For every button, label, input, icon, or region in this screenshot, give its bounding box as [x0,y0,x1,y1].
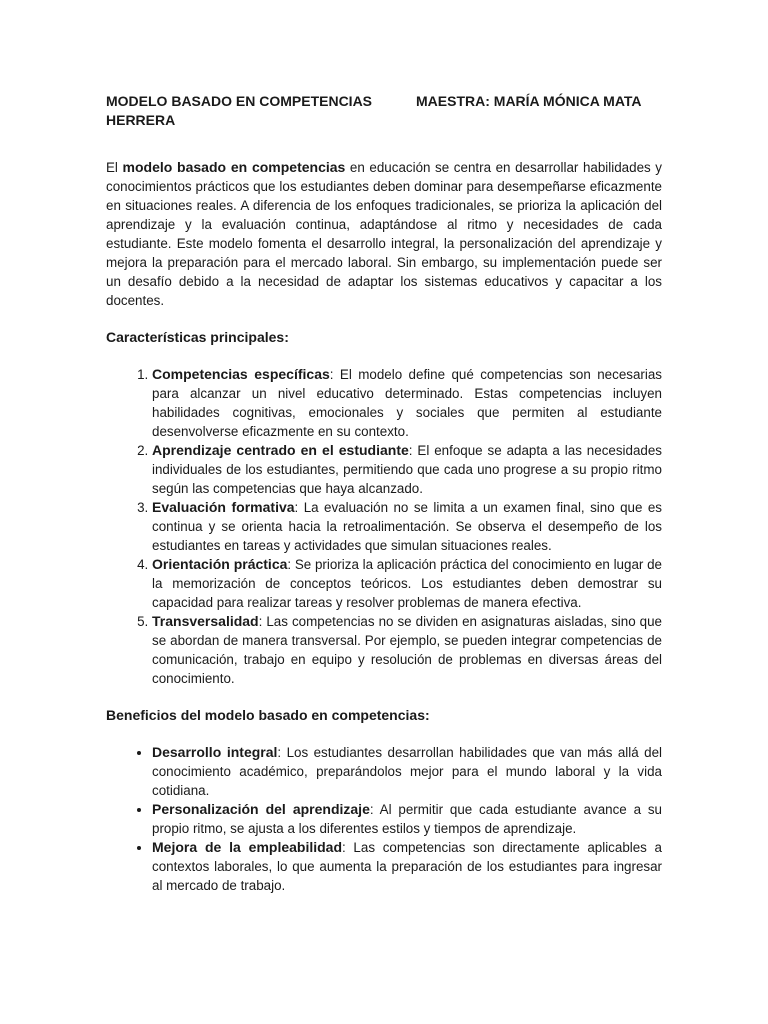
list-item [152,498,662,555]
list-item [152,800,662,838]
teacher-name: MAESTRA: MARÍA MÓNICA MATA [416,93,642,109]
intro-lead: El [106,160,123,175]
benefits-list [106,743,662,895]
list-item [152,365,662,441]
intro-term: modelo basado en competencias [122,159,346,175]
item-term: Mejora de la empleabilidad [152,839,343,855]
item-text: : Se prioriza la aplicación práctica del conocimiento en lugar de la memorización de conceptos teóricos. Los estudiantes deben demostrar su capacidad para realizar tareas y resolver problemas de manera efectiva. [152,557,662,610]
item-text: : Los estudiantes desarrollan habilidades que van más allá del conocimiento académico, preparándolos mejor para el mundo laboral y la vida cotidiana. [152,745,663,798]
item-term: Aprendizaje centrado en el estudiante [152,442,409,458]
item-term: Evaluación formativa [152,499,295,515]
list-item [152,838,662,895]
item-text: : Las competencias no se dividen en asignaturas aisladas, sino que se abordan de manera transversal. Por ejemplo, se pueden integrar competencias de comunicación, trabajo en equipo y resolución de problemas en diversas áreas del conocimiento. [152,614,662,686]
item-term: Orientación práctica [152,556,288,572]
item-text: : El enfoque se adapta a las necesidades individuales de los estudiantes, permitiendo que cada uno progrese a su propio ritmo según las competencias que haya alcanzado. [152,443,662,496]
item-term: Competencias específicas [152,366,330,382]
item-term: Desarrollo integral [152,744,278,760]
characteristics-heading: Características principales: [106,329,289,345]
document-title: MODELO BASADO EN COMPETENCIAS [106,93,373,109]
characteristics-list [106,365,662,688]
item-term: Personalización del aprendizaje [152,801,370,817]
item-text: : La evaluación no se limita a un examen final, sino que es continua y se orienta hacia la retroalimentación. Se observa el desempeño de los estudiantes en tareas y actividades que simulan situaciones reales. [152,500,662,553]
teacher-name-continued: HERRERA [106,112,176,128]
benefits-heading: Beneficios del modelo basado en competencias: [106,707,430,723]
list-item [152,612,662,688]
intro-body: en educación se centra en desarrollar habilidades y conocimientos prácticos que los estudiantes deben dominar para desempeñarse eficazmente en situaciones reales. A diferencia de los enfoques tradicionales, se prioriza la aplicación del aprendizaje y la evaluación continua, adaptándose al ritmo y necesidades de cada estudiante. Este modelo fomenta el desarrollo integral, la personalización del aprendizaje y mejora la preparación para el mercado laboral. Sin embargo, su implementación puede ser un desafío debido a la necesidad de adaptar los sistemas educativos y capacitar a los docentes. [106,160,663,308]
item-term: Transversalidad [152,613,259,629]
item-text: : El modelo define qué competencias son necesarias para alcanzar un nivel educativo determinado. Estas competencias incluyen habilidades cognitivas, emocionales y sociales que permiten al estudiante desenvolverse eficazmente en su contexto. [152,367,662,439]
intro-paragraph [106,158,662,310]
list-item [152,743,662,800]
list-item [152,555,662,612]
list-item [152,441,662,498]
document-header [106,92,662,130]
item-text: : Las competencias son directamente aplicables a contextos laborales, lo que aumenta la preparación de los estudiantes para ingresar al mercado de trabajo. [152,840,662,893]
item-text: : Al permitir que cada estudiante avance a su propio ritmo, se ajusta a los diferentes estilos y tiempos de aprendizaje. [152,802,662,836]
